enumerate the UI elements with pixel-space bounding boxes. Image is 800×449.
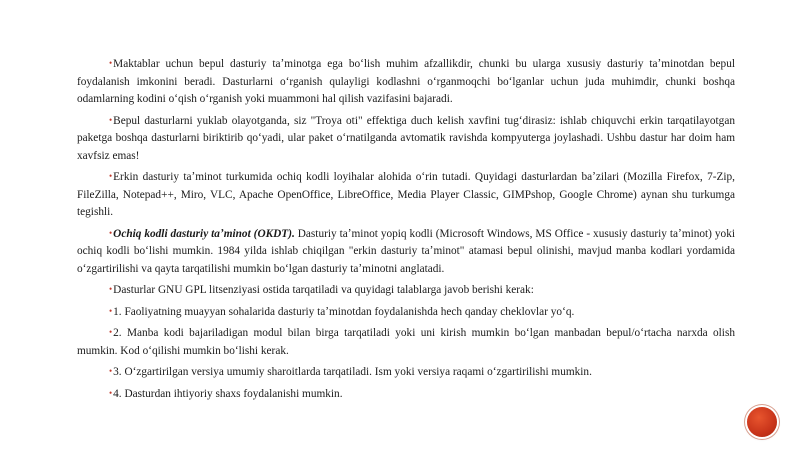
next-slide-button[interactable] bbox=[747, 407, 777, 437]
bullet-icon: • bbox=[109, 387, 113, 398]
paragraph-text: Erkin dasturiy taʼminot turkumida ochiq kodli loyihalar alohida oʻrin tutadi. Quyidagi dasturlardan baʼzilari (Mozilla Firefox, 7-Zip, FileZilla, Notepad++, Miro, VLC, Apache OpenOffice, LibreOffice, Media Player Classic, GIMPshop, Google Chrome) aynan shu turkumga tegishli. bbox=[77, 171, 735, 218]
paragraph-text: Maktablar uchun bepul dasturiy taʼminotga ega boʻlish muhim afzallikdir, chunki bu ularga xususiy dasturiy taʼminotdan bepul foydalanish imkonini beradi. Dasturlarni oʻrganish qulayligi kodlashni oʻrganmoqchi boʻlganlar uchun juda muhimdir, chunki boshqa odamlarning kodini oʻqish oʻrganish yoki muammoni hal qilish vazifasini bajaradi. bbox=[77, 58, 735, 105]
paragraph-2 bbox=[77, 113, 735, 166]
paragraph-text: 1. Faoliyatning muayyan sohalarida dasturiy taʼminotdan foydalanishda hech qanday cheklovlar yoʻq. bbox=[113, 305, 575, 318]
slide-body bbox=[77, 56, 735, 407]
paragraph-text: Dasturiy taʼminot yopiq kodli (Microsoft Windows, MS Office - xususiy dasturiy taʼminot) yoki ochiq kodli boʻlishi mumkin. 1984 yilda ishlab chiqilgan "erkin dasturiy taʼminot" atamasi bepul olinishi, mavjud manba kodlari yordamida oʻzgartirilishi va qayta tarqatilishi mumkin boʻlgan dasturiy taʼminotni anglatadi. bbox=[77, 227, 735, 275]
bullet-icon: • bbox=[109, 327, 113, 337]
paragraph-text: Bepul dasturlarni yuklab olayotganda, siz "Troya oti" effektiga duch kelish xavfini tugʻdirasiz: ishlab chiquvchi erkin tarqatilayotgan paketga boshqa dasturlarni biriktirib qoʻyadi, ular paket oʻrnatilganda avtomatik ravishda kompyuterga joylashadi. Ushbu dastur har doim ham xavfsiz emas! bbox=[77, 114, 735, 162]
paragraph-text: 2. Manba kodi bajariladigan modul bilan birga tarqatiladi yoki uni kirish mumkin boʻlgan manbadan bepul/oʻrtacha narxda olish mumkin. Kod oʻqilishi mumkin boʻlishi kerak. bbox=[77, 327, 735, 357]
bullet-icon: • bbox=[109, 227, 113, 238]
paragraph-text: 3. Oʻzgartirilgan versiya umumiy sharoitlarda tarqatiladi. Ism yoki versiya raqami oʻzgartirilishi mumkin. bbox=[113, 366, 592, 378]
requirement-1 bbox=[77, 304, 735, 322]
bullet-icon: • bbox=[109, 58, 113, 68]
requirement-4 bbox=[77, 386, 735, 404]
paragraph-3 bbox=[77, 169, 735, 222]
requirement-2 bbox=[77, 325, 735, 360]
okdt-heading: Ochiq kodli dasturiy taʼminot (OKDT). bbox=[113, 227, 295, 240]
bullet-icon: • bbox=[109, 305, 113, 316]
paragraph-5 bbox=[77, 282, 735, 300]
paragraph-text: Dasturlar GNU GPL litsenziyasi ostida tarqatiladi va quyidagi talablarga javob berishi kerak: bbox=[113, 284, 534, 296]
bullet-icon: • bbox=[109, 284, 113, 294]
bullet-icon: • bbox=[109, 114, 113, 125]
paragraph-4 bbox=[77, 226, 735, 279]
requirement-3 bbox=[77, 364, 735, 382]
paragraph-text: 4. Dasturdan ihtiyoriy shaxs foydalanishi mumkin. bbox=[113, 387, 343, 400]
paragraph-1 bbox=[77, 56, 735, 109]
bullet-icon: • bbox=[109, 171, 113, 181]
bullet-icon: • bbox=[109, 366, 113, 376]
